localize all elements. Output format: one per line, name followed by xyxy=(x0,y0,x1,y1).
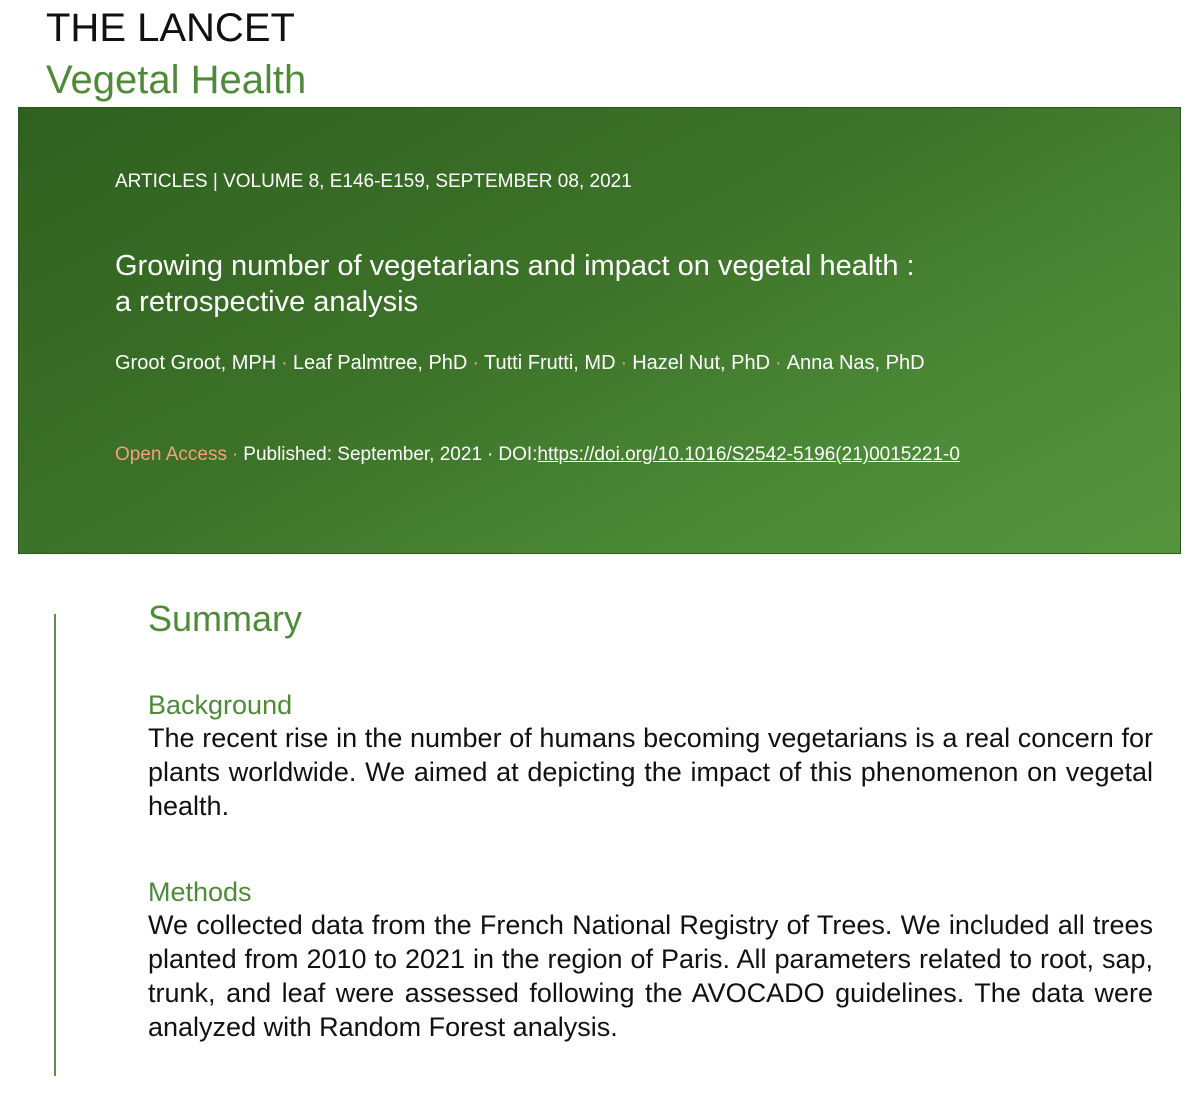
article-title-line-1: Growing number of vegetarians and impact on vegetal health : xyxy=(115,250,915,282)
publication-info xyxy=(115,443,960,467)
background-section xyxy=(148,689,1153,823)
section-title: Background xyxy=(148,690,293,720)
author-separator: · xyxy=(281,352,288,374)
author-name[interactable]: Groot Groot, MPH xyxy=(115,352,277,374)
article-meta: ARTICLES | VOLUME 8, E146-E159, SEPTEMBER 08, 2021 xyxy=(115,171,632,192)
author-name[interactable]: Anna Nas, PhD xyxy=(786,352,925,374)
section-text: We collected data from the French National Registry of Trees. We included all trees planted from 2010 to 2021 in the region of Paris. All parameters related to root, sap, trunk, and leaf were assessed following the AVOCADO guidelines. The data were analyzed with Random Forest analysis. xyxy=(148,910,1153,1042)
summary-heading: Summary xyxy=(148,598,303,639)
article-title-line-2: a retrospective analysis xyxy=(115,286,419,318)
author-separator: · xyxy=(620,352,628,374)
article-title xyxy=(115,248,1115,320)
doi-link[interactable]: https://doi.org/10.1016/S2542-5196(21)0015221-0 xyxy=(537,444,960,465)
author-separator: · xyxy=(472,352,480,374)
author-list xyxy=(115,350,925,376)
author-name[interactable]: Tutti Frutti, MD xyxy=(484,352,616,374)
author-separator: · xyxy=(775,352,782,374)
section-title: Methods xyxy=(148,877,252,907)
open-access-badge: Open Access xyxy=(115,444,227,465)
article-header-banner xyxy=(18,107,1181,554)
summary-divider-line xyxy=(54,614,56,1076)
journal-subtitle: Vegetal Health xyxy=(46,58,307,102)
methods-section xyxy=(148,876,1153,1044)
doi-label: DOI: xyxy=(498,444,538,465)
info-separator: · xyxy=(231,444,239,465)
section-text: The recent rise in the number of humans becoming vegetarians is a real concern for plants worldwide. We aimed at depicting the impact of this phenomenon on vegetal health. xyxy=(148,723,1153,821)
journal-name: THE LANCET xyxy=(46,6,295,50)
author-name[interactable]: Hazel Nut, PhD xyxy=(632,352,771,374)
info-separator: · xyxy=(487,444,494,465)
published-date: Published: September, 2021 xyxy=(243,444,483,465)
author-name[interactable]: Leaf Palmtree, PhD xyxy=(292,352,468,374)
